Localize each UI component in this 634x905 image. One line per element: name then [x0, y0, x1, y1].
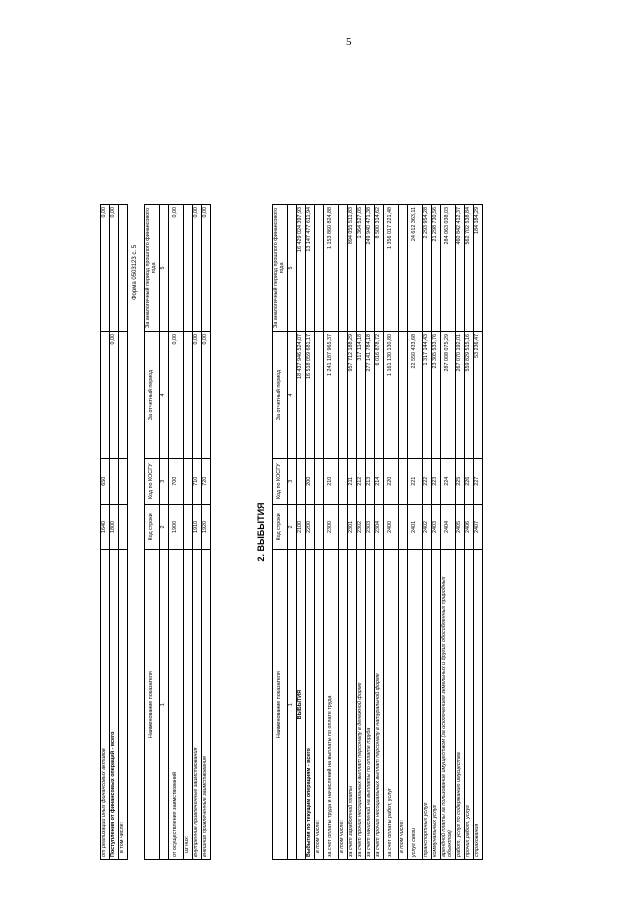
- row-label: внешние привлеченные заимствования: [202, 550, 211, 860]
- row-code: [119, 504, 128, 550]
- table-row: [384, 205, 399, 860]
- header-previous: За аналогичный период прошлого финансового года: [145, 205, 160, 332]
- table-row: [465, 205, 474, 860]
- table-row: [324, 205, 339, 860]
- row-current: 267 070 192,01: [456, 331, 465, 458]
- form-label: Форма 0503123 с. 5: [132, 244, 138, 300]
- row-label: внутренние привлеченные заимствования: [193, 550, 202, 860]
- row-label: прочих работ, услуг: [465, 550, 474, 860]
- row-code: 1920: [202, 504, 211, 550]
- row-current: [399, 331, 408, 458]
- table-row: [110, 205, 119, 860]
- row-code: 2402: [423, 504, 432, 550]
- row-code: 1910: [193, 504, 202, 550]
- header-previous: За аналогичный период прошлого финансового года: [273, 205, 288, 332]
- row-current: [101, 331, 110, 458]
- row-code: 2300: [324, 504, 339, 550]
- row-code: 2404: [441, 504, 456, 550]
- table-row: [169, 205, 184, 860]
- row-previous: 249 940 471,38: [366, 205, 375, 332]
- row-previous: 0,00: [193, 205, 202, 332]
- row-previous: [339, 205, 348, 332]
- row-label: за счет оплаты работ, услуг: [384, 550, 399, 860]
- row-previous: [119, 205, 128, 332]
- header-current: За отчетный период: [145, 331, 160, 458]
- table-row: [315, 205, 324, 860]
- header-code: Код строки: [273, 504, 288, 550]
- row-current: 277 141 784,18: [366, 331, 375, 458]
- row-label: страхования: [474, 550, 483, 860]
- row-label: за счет заработной платы: [348, 550, 357, 860]
- row-label: транспортных услуг: [423, 550, 432, 860]
- table-row: [357, 205, 366, 860]
- row-label: от осуществления заимствований: [169, 550, 184, 860]
- row-kosgu: 222: [423, 458, 432, 504]
- row-current: 317 114,18: [357, 331, 366, 458]
- col-number: 1: [160, 550, 169, 860]
- row-code: 2403: [432, 504, 441, 550]
- row-kosgu: [399, 458, 408, 504]
- row-kosgu: 223: [432, 458, 441, 504]
- row-label: из них:: [184, 550, 193, 860]
- row-kosgu: 214: [375, 458, 384, 504]
- row-previous: 0,00: [202, 205, 211, 332]
- row-code: 2400: [384, 504, 399, 550]
- row-code: 1800: [110, 504, 119, 550]
- row-kosgu: [119, 458, 128, 504]
- row-kosgu: 213: [366, 458, 375, 504]
- row-previous: 562 702 538,84: [465, 205, 474, 332]
- financial-operations-table: [100, 204, 128, 860]
- row-label: в том числе:: [119, 550, 128, 860]
- row-current: 23 305 533,76: [432, 331, 441, 458]
- row-label: Поступления от финансовых операций - всего: [110, 550, 119, 860]
- row-code: 2405: [456, 504, 465, 550]
- table-row: [119, 205, 128, 860]
- row-code: 2303: [366, 504, 375, 550]
- row-label: за счет прочих несоциальных выплат персоналу в денежной форме: [357, 550, 366, 860]
- row-previous: 8 500 314,62: [375, 205, 384, 332]
- table-row: [474, 205, 483, 860]
- row-current: [184, 331, 193, 458]
- table-row: [441, 205, 456, 860]
- row-code: 2407: [474, 504, 483, 550]
- table-row: [184, 205, 193, 860]
- row-code: [315, 504, 324, 550]
- row-code: 2302: [357, 504, 366, 550]
- table-row: [306, 205, 315, 860]
- row-current: 6 016 878,72: [375, 331, 384, 458]
- table-row: [399, 205, 408, 860]
- header-code: Код строки: [145, 504, 160, 550]
- table-row: [408, 205, 423, 860]
- row-previous: 284 063 038,03: [441, 205, 456, 332]
- header-row: [273, 205, 288, 860]
- row-current: 22 550 433,68: [408, 331, 423, 458]
- row-kosgu: 650: [101, 458, 110, 504]
- row-kosgu: 710: [193, 458, 202, 504]
- row-previous: 0,00: [110, 205, 119, 332]
- row-kosgu: 227: [474, 458, 483, 504]
- col-number: 1: [288, 550, 297, 860]
- row-label: арендной платы за пользование имуществом (за исключением земельных и других обособленных природных объектов): [441, 550, 456, 860]
- row-kosgu: 210: [324, 458, 339, 504]
- outflows-table: [272, 204, 483, 860]
- row-label: ВЫБЫТИЯ: [297, 550, 306, 860]
- row-label: за счет оплаты труда и начислений на выплаты по оплате труда: [324, 550, 339, 860]
- row-current: 0,00: [169, 331, 184, 458]
- page-number: 5: [346, 36, 352, 48]
- row-code: [339, 504, 348, 550]
- row-current: [119, 331, 128, 458]
- row-label: Выбытия по текущим операциям - всего: [306, 550, 315, 860]
- row-previous: 2 293 954,28: [423, 205, 432, 332]
- row-code: 2406: [465, 504, 474, 550]
- row-current: [339, 331, 348, 458]
- row-current: [315, 331, 324, 458]
- row-code: 2304: [375, 504, 384, 550]
- row-label: коммунальных услуг: [432, 550, 441, 860]
- header-row: [145, 205, 160, 860]
- col-number: 2: [160, 504, 169, 550]
- row-code: 2301: [348, 504, 357, 550]
- row-code: 2200: [306, 504, 315, 550]
- row-current: 1 161 130 130,80: [384, 331, 399, 458]
- row-previous: 21 298 730,56: [432, 205, 441, 332]
- col-number: 3: [160, 458, 169, 504]
- row-current: 1 241 187 965,37: [324, 331, 339, 458]
- row-current: 0,00: [110, 331, 119, 458]
- row-previous: 24 612 363,11: [408, 205, 423, 332]
- table-row: [297, 205, 306, 860]
- row-kosgu: 225: [456, 458, 465, 504]
- row-current: 0,00: [202, 331, 211, 458]
- row-previous: 1 364 527,05: [357, 205, 366, 332]
- row-code: 2401: [408, 504, 423, 550]
- col-number: 5: [160, 205, 169, 332]
- row-previous: 1 153 860 824,88: [324, 205, 339, 332]
- header-kosgu: Код по КОСГУ: [273, 458, 288, 504]
- row-kosgu: 200: [306, 458, 315, 504]
- row-label: в том числе:: [339, 550, 348, 860]
- row-code: 1640: [101, 504, 110, 550]
- row-current: 1 317 144,43: [423, 331, 432, 458]
- row-previous: 894 055 511,83: [348, 205, 357, 332]
- row-label: в том числе:: [399, 550, 408, 860]
- row-label: услуг связи: [408, 550, 423, 860]
- row-current: 287 008 075,29: [441, 331, 456, 458]
- row-previous: 13 147 477 611,94: [306, 205, 315, 332]
- outflows-body: [297, 205, 483, 860]
- col-number: 5: [288, 205, 297, 332]
- table-row: [101, 205, 110, 860]
- row-code: 2100: [297, 504, 306, 550]
- row-previous: 0,00: [101, 205, 110, 332]
- row-current: 957 712 188,29: [348, 331, 357, 458]
- borrowing-table: [144, 204, 211, 860]
- row-kosgu: 720: [202, 458, 211, 504]
- column-number-row: [288, 205, 297, 860]
- table-row: [456, 205, 465, 860]
- row-label: в том числе:: [315, 550, 324, 860]
- row-kosgu: [184, 458, 193, 504]
- row-current: 53 236,47: [474, 331, 483, 458]
- header-name: Наименование показателя: [145, 550, 160, 860]
- header-kosgu: Код по КОСГУ: [145, 458, 160, 504]
- table-row: [339, 205, 348, 860]
- table-row: [202, 205, 211, 860]
- table-row: [348, 205, 357, 860]
- row-code: [184, 504, 193, 550]
- table-row: [193, 205, 202, 860]
- row-label: за счет прочих несоциальных выплат персоналу в натуральной форме: [375, 550, 384, 860]
- row-kosgu: [315, 458, 324, 504]
- row-code: [399, 504, 408, 550]
- row-current: 559 829 515,16: [465, 331, 474, 458]
- table-row: [375, 205, 384, 860]
- table-row: [366, 205, 375, 860]
- row-kosgu: 221: [408, 458, 423, 504]
- row-previous: 1 356 017 221,48: [384, 205, 399, 332]
- row-previous: 460 842 412,37: [456, 205, 465, 332]
- row-label: за счет начислений на выплаты по оплате труда: [366, 550, 375, 860]
- row-kosgu: 212: [357, 458, 366, 504]
- row-previous: 0,00: [169, 205, 184, 332]
- header-name: Наименование показателя: [273, 550, 288, 860]
- section-title: 2. ВЫБЫТИЯ: [256, 502, 266, 562]
- table-row: [423, 205, 432, 860]
- row-kosgu: 220: [384, 458, 399, 504]
- col-number: 3: [288, 458, 297, 504]
- row-previous: 184 184,29: [474, 205, 483, 332]
- row-kosgu: [297, 458, 306, 504]
- row-kosgu: [110, 458, 119, 504]
- header-current: За отчетный период: [273, 331, 288, 458]
- row-kosgu: 700: [169, 458, 184, 504]
- row-previous: [184, 205, 193, 332]
- table-row: [432, 205, 441, 860]
- row-kosgu: [339, 458, 348, 504]
- col-number: 2: [288, 504, 297, 550]
- row-previous: [399, 205, 408, 332]
- row-label: работ, услуг по содержанию имущества: [456, 550, 465, 860]
- row-current: 16 518 059 681,17: [306, 331, 315, 458]
- row-label: от реализации иных финансовых активов: [101, 550, 110, 860]
- row-kosgu: 211: [348, 458, 357, 504]
- col-number: 4: [288, 331, 297, 458]
- row-kosgu: 226: [465, 458, 474, 504]
- col-number: 4: [160, 331, 169, 458]
- column-number-row: [160, 205, 169, 860]
- row-code: 1900: [169, 504, 184, 550]
- row-kosgu: 224: [441, 458, 456, 504]
- row-current: 18 437 946 524,07: [297, 331, 306, 458]
- row-current: 0,00: [193, 331, 202, 458]
- row-previous: 16 429 024 397,93: [297, 205, 306, 332]
- rotated-report-page: [100, 60, 620, 860]
- row-previous: [315, 205, 324, 332]
